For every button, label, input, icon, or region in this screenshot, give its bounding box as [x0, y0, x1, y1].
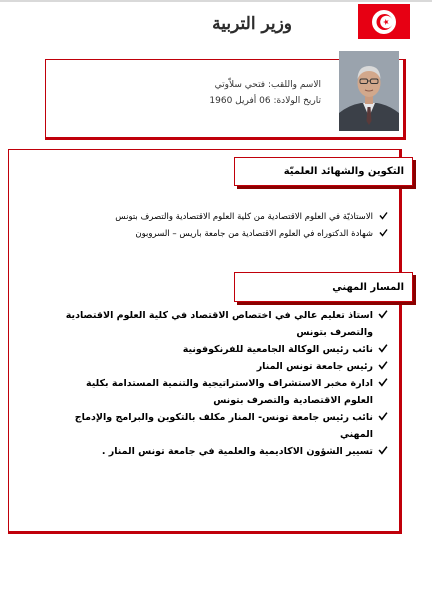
checkmark-icon	[378, 444, 388, 461]
checkmark-icon	[378, 359, 388, 376]
list-item	[58, 341, 388, 358]
career-list	[58, 307, 388, 460]
list-item-text: رئيس جامعة تونس المنار	[256, 361, 373, 372]
list-item-text: نائب رئيس الوكالة الجامعية للفرنكوفونية	[182, 344, 373, 355]
tunisia-flag-icon	[358, 4, 410, 39]
list-item	[58, 358, 388, 375]
list-item	[58, 409, 388, 443]
list-item	[78, 209, 388, 226]
checkmark-icon	[378, 376, 388, 393]
list-item-text: الاستاذيّة في العلوم الاقتصادية من كلية العلوم الاقتصادية والتصرف بتونس	[115, 212, 373, 222]
checkmark-icon	[378, 410, 388, 427]
list-item	[58, 375, 388, 409]
checkmark-icon	[378, 308, 388, 325]
checkmark-icon	[378, 342, 388, 359]
checkmark-icon	[379, 210, 388, 227]
top-rule	[0, 0, 432, 2]
section-header-education: التكوين والشهائد العلميّة	[234, 157, 413, 186]
profile-name: الاسم واللقب: فتحي سلاّوتي	[214, 80, 321, 90]
list-item	[58, 307, 388, 341]
list-item-text: ادارة مخبر الاستشراف والاستراتيجية والتنمية المستدامة بكلية العلوم الاقتصادية والتصرف بتونس	[85, 378, 373, 406]
page-title: وزير التربية	[212, 14, 292, 34]
portrait-photo	[339, 51, 399, 131]
list-item-text: نائب رئيس جامعة تونس- المنار مكلف بالتكوين والبرامج والإدماج المهني	[74, 412, 373, 440]
flag-emblem-icon	[369, 7, 399, 37]
list-item	[58, 443, 388, 460]
checkmark-icon	[379, 227, 388, 244]
education-list	[78, 209, 388, 243]
list-item	[78, 226, 388, 243]
profile-birth-date: تاريخ الولادة: 06 أفريل 1960	[209, 96, 321, 106]
section-header-career: المسار المهني	[234, 272, 413, 302]
list-item-text: تسيير الشؤون الاكاديمية والعلمية في جامعة تونس المنار .	[101, 446, 373, 457]
list-item-text: استاذ تعليم عالي في اختصاص الاقتصاد في كلية العلوم الاقتصادية والتصرف بتونس	[65, 310, 373, 338]
list-item-text: شهادة الدكتوراه في العلوم الاقتصادية من جامعة باريس – السروبون	[135, 229, 373, 239]
